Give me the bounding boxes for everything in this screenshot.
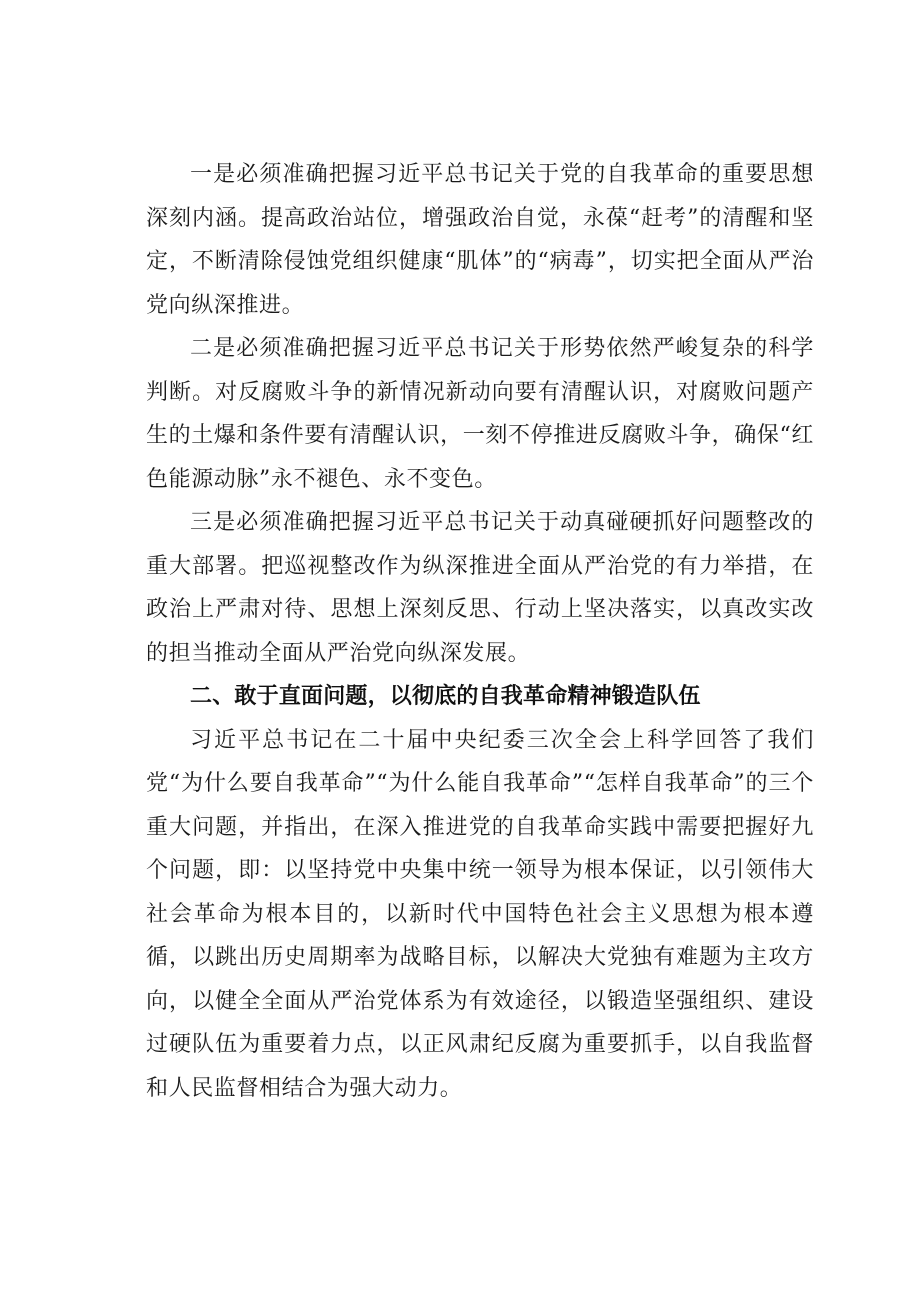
paragraph-third-point: 三是必须准确把握习近平总书记关于动真碰硬抓好问题整改的重大部署。把巡视整改作为纵深推进全面从严治党的有力举措，在政治上严肃对待、思想上深刻反思、行动上坚决落实，以真改实改的担当推动全面从严治党向纵深发展。 bbox=[146, 510, 814, 666]
paragraph-second-point: 二是必须准确把握习近平总书记关于形势依然严峻复杂的科学判断。对反腐败斗争的新情况新动向要有清醒认识，对腐败问题产生的土爆和条件要有清醒认识，一刻不停推进反腐败斗争，确保“红色能源动脉”永不褪色、永不变色。 bbox=[146, 336, 814, 492]
document-body bbox=[146, 153, 814, 1110]
paragraph-nine-questions: 习近平总书记在二十届中央纪委三次全会上科学回答了我们党“为什么要自我革命”“为什么能自我革命”“怎样自我革命”的三个重大问题，并指出，在深入推进党的自我革命实践中需要把握好九个问题，即：以坚持党中央集中统一领导为根本保证，以引领伟大社会革命为根本目的，以新时代中国特色社会主义思想为根本遵循，以跳出历史周期率为战略目标，以解决大党独有难题为主攻方向，以健全全面从严治党体系为有效途径，以锻造坚强组织、建设过硬队伍为重要着力点，以正风肃纪反腐为重要抓手，以自我监督和人民监督相结合为强大动力。 bbox=[146, 727, 814, 1101]
paragraph-first-point: 一是必须准确把握习近平总书记关于党的自我革命的重要思想深刻内涵。提高政治站位，增强政治自觉，永葆“赶考”的清醒和坚定，不断清除侵蚀党组织健康“肌体”的“病毒”，切实把全面从严治党向纵深推进。 bbox=[146, 162, 814, 318]
section-heading: 二、敢于直面问题，以彻底的自我革命精神锻造队伍 bbox=[190, 684, 701, 709]
